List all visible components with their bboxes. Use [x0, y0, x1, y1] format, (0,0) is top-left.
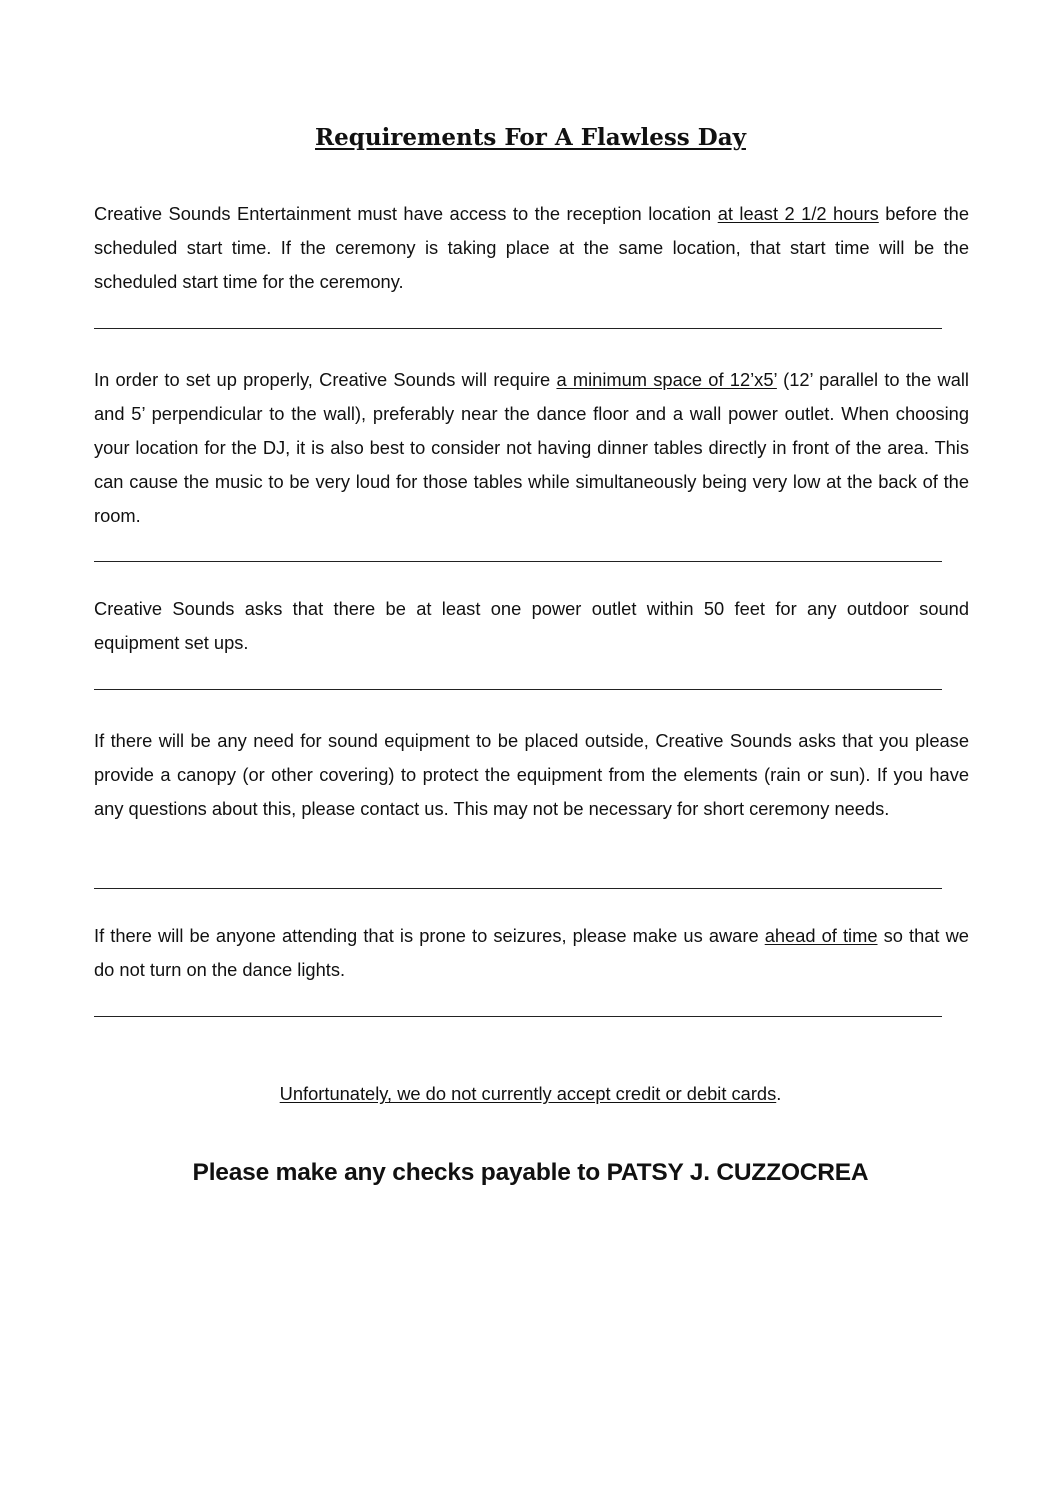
space-size-emphasis: a minimum space of 12’x5’	[556, 369, 777, 390]
seizure-text-end: so that we do not turn on the dance lights.	[94, 925, 969, 980]
access-paragraph	[94, 197, 969, 299]
section-divider	[94, 888, 942, 889]
access-text-start: Creative Sounds Entertainment must have access to the reception location	[94, 203, 718, 224]
space-text-start: In order to set up properly, Creative Sounds will require	[94, 369, 557, 390]
section-divider	[94, 328, 942, 329]
outlet-paragraph: Creative Sounds asks that there be at least one power outlet within 50 feet for any outdoor sound equipment set ups.	[94, 598, 969, 653]
space-text-end: (12’ parallel to the wall and 5’ perpendicular to the wall), preferably near the dance floor and a wall power outlet. When choosing your location for the DJ, it is also best to consider not having dinner tables directly in front of the area. This can cause the music to be very loud for those tables while simultaneously being very low at the back of the room.	[94, 369, 969, 526]
payment-notice-text: Unfortunately, we do not currently accept credit or debit cards	[279, 1083, 777, 1104]
section-divider	[94, 1016, 942, 1017]
page-title-text: Requirements For A Flawless Day	[315, 124, 746, 151]
payment-notice-period: .	[776, 1083, 782, 1104]
seizure-text-start: If there will be anyone attending that is prone to seizures, please make us aware	[94, 925, 765, 946]
access-text-end: before the scheduled start time. If the ceremony is taking place at the same location, that start time will be the scheduled start time for the ceremony.	[94, 203, 969, 292]
seizure-time-emphasis: ahead of time	[764, 925, 878, 946]
access-time-emphasis: at least 2 1/2 hours	[717, 203, 879, 224]
seizure-paragraph	[94, 919, 969, 987]
space-paragraph	[94, 363, 969, 533]
canopy-paragraph: If there will be any need for sound equipment to be placed outside, Creative Sounds asks that you please provide a canopy (or other covering) to protect the equipment from the elements (rain or sun). If you have any questions about this, please contact us. This may not be necessary for short ceremony needs.	[94, 730, 969, 819]
page-title	[0, 124, 1061, 151]
section-divider	[94, 689, 942, 690]
section-divider	[94, 561, 942, 562]
payment-notice	[0, 1083, 1061, 1105]
checks-payable-line: Please make any checks payable to PATSY J. CUZZOCREA	[192, 1159, 869, 1186]
